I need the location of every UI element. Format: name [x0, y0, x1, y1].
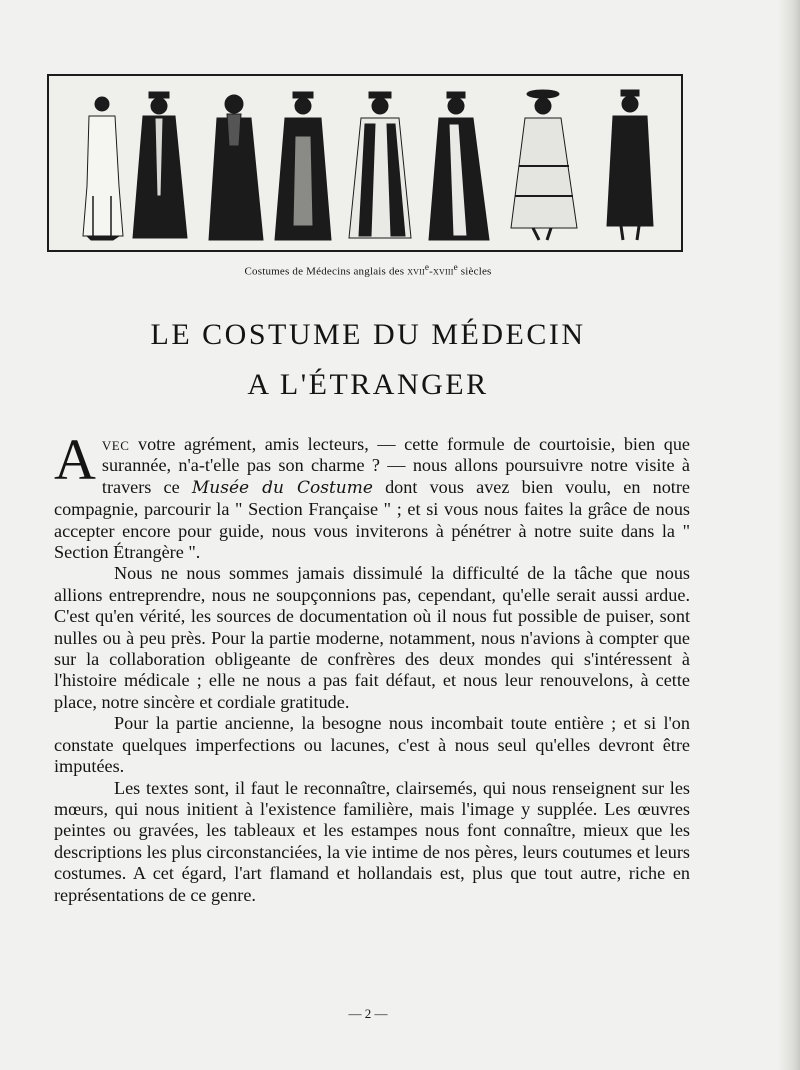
article-title-line-2: A L'ÉTRANGER	[247, 368, 489, 401]
figure-caption: Costumes de Médecins anglais des xvii$^e$-xviii$^e$ siècles	[244, 262, 492, 278]
paragraph-2: Nous ne nous sommes jamais dissimulé la difficulté de la tâche que nous allions entreprendre, nous ne soupçonnions pas, cependant, qu'elle serait aussi ardue. C'est qu'en vérité, les sources de documentation où il nous fut possible de puiser, sont nulles ou à peu près. Pour la partie moderne, notamment, nous n'avions à compter que sur la collaboration obligeante de confrères des deux mondes qui s'intéressent à l'histoire médicale ; elle ne nous a pas fait défaut, et nous leur renouvelons, à cette place, notre sincère et cordiale gratitude.	[54, 563, 690, 712]
costume-illustration	[47, 74, 683, 252]
figure-physician-1	[83, 97, 123, 240]
article-body	[54, 427, 690, 906]
paragraph-3: Pour la partie ancienne, la besogne nous incombait toute entière ; et si l'on constate quelques imperfections ou lacunes, c'est à nous seul qu'elles devront être imputées.	[54, 713, 690, 777]
figure-physician-5	[349, 92, 411, 238]
page-number: — 2 —	[348, 1006, 388, 1021]
figure-physician-6	[429, 92, 489, 240]
paragraph-4: Les textes sont, il faut le reconnaître, clairsemés, qui nous renseignent sur les mœurs, qui nous initient à l'existence familière, mais l'image y supplée. Les œuvres peintes ou gravées, les tableaux et les estampes nous font connaître, mieux que les descriptions les plus circonstanciées, la vie intime de nos pères, leurs coutumes et leurs costumes. A cet égard, l'art flamand et hollandais est, plus que tout autre, riche en représentations de ce genre.	[54, 777, 690, 905]
figure-physician-3	[209, 95, 263, 240]
figure-physician-7	[511, 90, 577, 240]
museum-title: Musée du Costume	[191, 477, 373, 498]
paragraph-1: Avec votre agrément, amis lecteurs, — cette formule de courtoisie, bien que surannée, n'a-t'elle pas son charme ? — nous allons poursuivre notre visite à travers ce Musée du Costume dont vous avez bien voulu, en notre compagnie, parcourir la " Section Française " ; et si vous nous faites la grâce de nous accepter encore pour guide, nous vous inviterons à pénétrer à notre suite dans la " Section Étrangère ".	[54, 427, 690, 563]
article-title-line-1: LE COSTUME DU MÉDECIN	[150, 318, 586, 351]
figure-physician-4	[275, 92, 331, 240]
figure-physician-8	[607, 90, 653, 240]
figure-physician-2	[133, 92, 187, 238]
drop-cap: A	[54, 427, 96, 492]
page-edge	[778, 0, 800, 1070]
